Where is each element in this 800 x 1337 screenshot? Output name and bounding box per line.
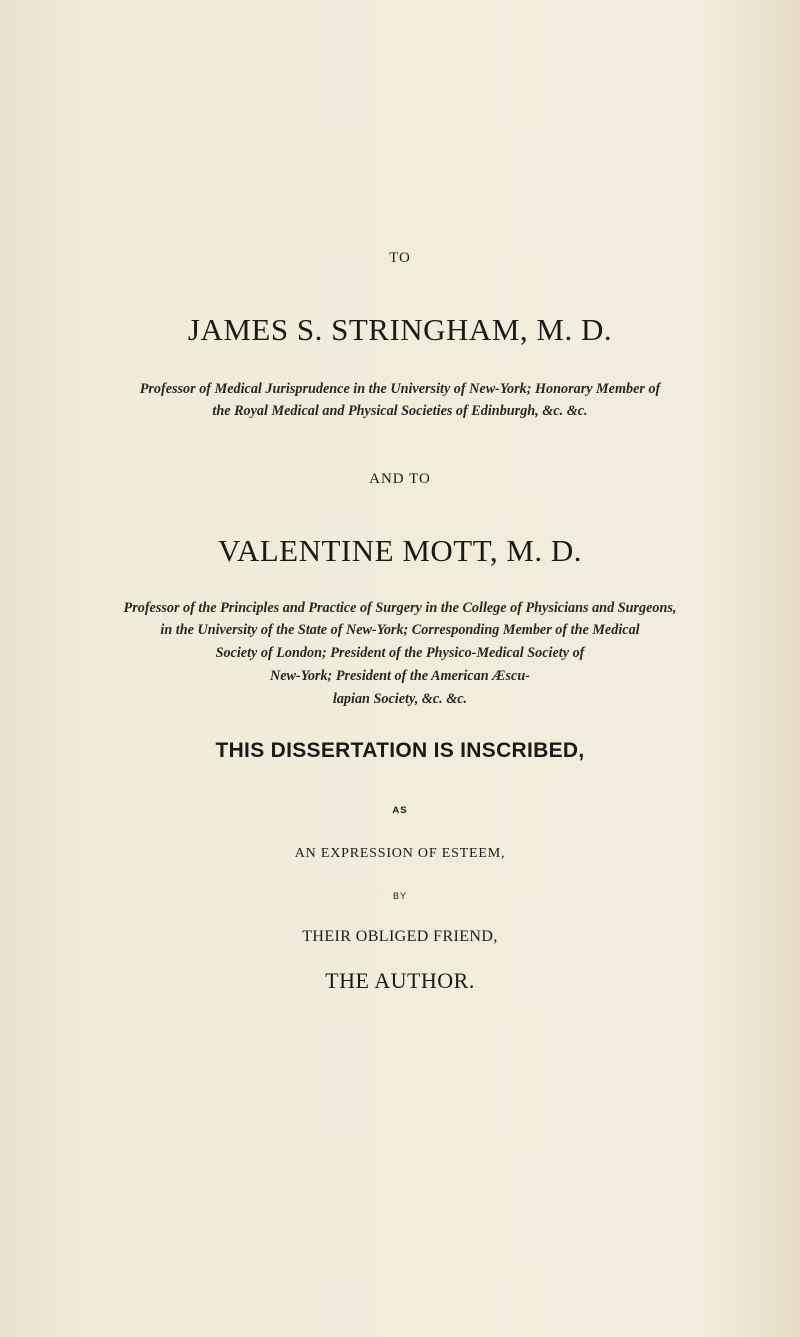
inscription-heading: THIS DISSERTATION IS INSCRIBED, [215, 739, 585, 762]
dedicatee-name-1: JAMES S. STRINGHAM, M. D. [187, 312, 613, 347]
dedicatee-2-title-line: New-York; President of the American Æscu- [270, 668, 530, 684]
dedication-to-2: AND TO [369, 471, 431, 487]
dedicatee-name-2: VALENTINE MOTT, M. D. [217, 533, 583, 568]
inscription-as: AS [392, 805, 408, 816]
dedicatee-2-title-line: Professor of the Principles and Practice of Surgery in the College of Physicians and Surgeons, [123, 600, 677, 616]
dedication-to-1: TO [389, 250, 411, 266]
inscription-by: BY [392, 891, 407, 901]
dedicatee-2-title-line: in the University of the State of New-York; Corresponding Member of the Medical [160, 622, 640, 638]
dedicatee-1-title-line: the Royal Medical and Physical Societies of Edinburgh, &c. &c. [212, 403, 588, 419]
inscription-author: THE AUTHOR. [325, 968, 475, 993]
inscription-expression: AN EXPRESSION OF ESTEEM, [294, 846, 506, 861]
inscription-friend: THEIR OBLIGED FRIEND, [302, 928, 498, 945]
dedicatee-2-title-line: Society of London; President of the Physico-Medical Society of [215, 645, 585, 661]
dedicatee-2-title-line: lapian Society, &c. &c. [332, 691, 468, 707]
dedicatee-1-title-line: Professor of Medical Jurisprudence in the University of New-York; Honorary Member of [139, 381, 661, 397]
